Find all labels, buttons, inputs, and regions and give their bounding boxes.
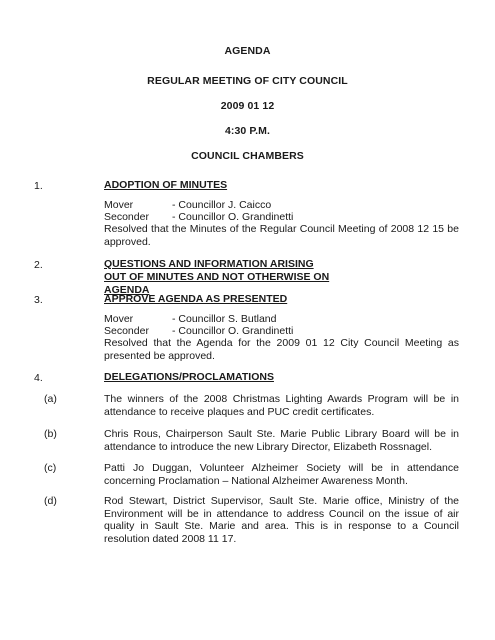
seconder-line (104, 325, 293, 338)
subitem-label: (c) (44, 462, 57, 474)
subitem-label: (a) (44, 393, 57, 405)
item-number: 4. (34, 372, 43, 384)
resolution-text: Resolved that the Minutes of the Regular Council Meeting of 2008 12 15 be approved. (104, 223, 459, 248)
item-number: 3. (34, 294, 43, 306)
meeting-type: REGULAR MEETING OF CITY COUNCIL (147, 75, 348, 87)
mover-line (104, 313, 276, 326)
seconder-label: Seconder (104, 211, 149, 223)
subitem-text: Rod Stewart, District Supervisor, Sault Ste. Marie office, Ministry of the Environment will be in attendance to address Council on the issue of air quality in Sault Ste. Marie and area. This is in response to a Council resolution dated 2008 11 17. (104, 495, 459, 545)
seconder-label: Seconder (104, 325, 149, 337)
mover-label: Mover (104, 313, 134, 325)
seconder-line (104, 211, 293, 224)
section-title-questions: QUESTIONS AND INFORMATION ARISING OUT OF MINUTES AND NOT OTHERWISE ON AGENDA (104, 258, 330, 296)
seconder-name: - Councillor O. Grandinetti (172, 211, 294, 223)
subitem-text: Chris Rous, Chairperson Sault Ste. Marie Public Library Board will be in attendance to introduce the new Library Director, Elizabeth Rossnagel. (104, 428, 459, 453)
section-title-approve-agenda: APPROVE AGENDA AS PRESENTED (104, 293, 288, 305)
item-number: 2. (34, 259, 43, 271)
subitem-text: The winners of the 2008 Christmas Lighting Awards Program will be in attendance to receive plaques and PUC credit certificates. (104, 393, 459, 418)
meeting-time: 4:30 P.M. (224, 125, 271, 137)
doc-title: AGENDA (224, 45, 271, 57)
subitem-label: (b) (44, 428, 57, 440)
subitem-label: (d) (44, 495, 57, 507)
meeting-location: COUNCIL CHAMBERS (191, 150, 304, 162)
seconder-name: - Councillor O. Grandinetti (172, 325, 294, 337)
mover-label: Mover (104, 199, 134, 211)
meeting-date: 2009 01 12 (220, 100, 275, 112)
section-title-delegations: DELEGATIONS/PROCLAMATIONS (104, 371, 274, 383)
item-number: 1. (34, 180, 43, 192)
mover-line (104, 199, 271, 212)
subitem-text: Patti Jo Duggan, Volunteer Alzheimer Society will be in attendance concerning Proclamation – National Alzheimer Awareness Month. (104, 462, 459, 487)
mover-name: - Councillor J. Caicco (172, 199, 272, 211)
mover-name: - Councillor S. Butland (172, 313, 277, 325)
section-title-adoption-of-minutes: ADOPTION OF MINUTES (104, 179, 228, 191)
resolution-text: Resolved that the Agenda for the 2009 01 12 City Council Meeting as presented be approved. (104, 337, 459, 362)
